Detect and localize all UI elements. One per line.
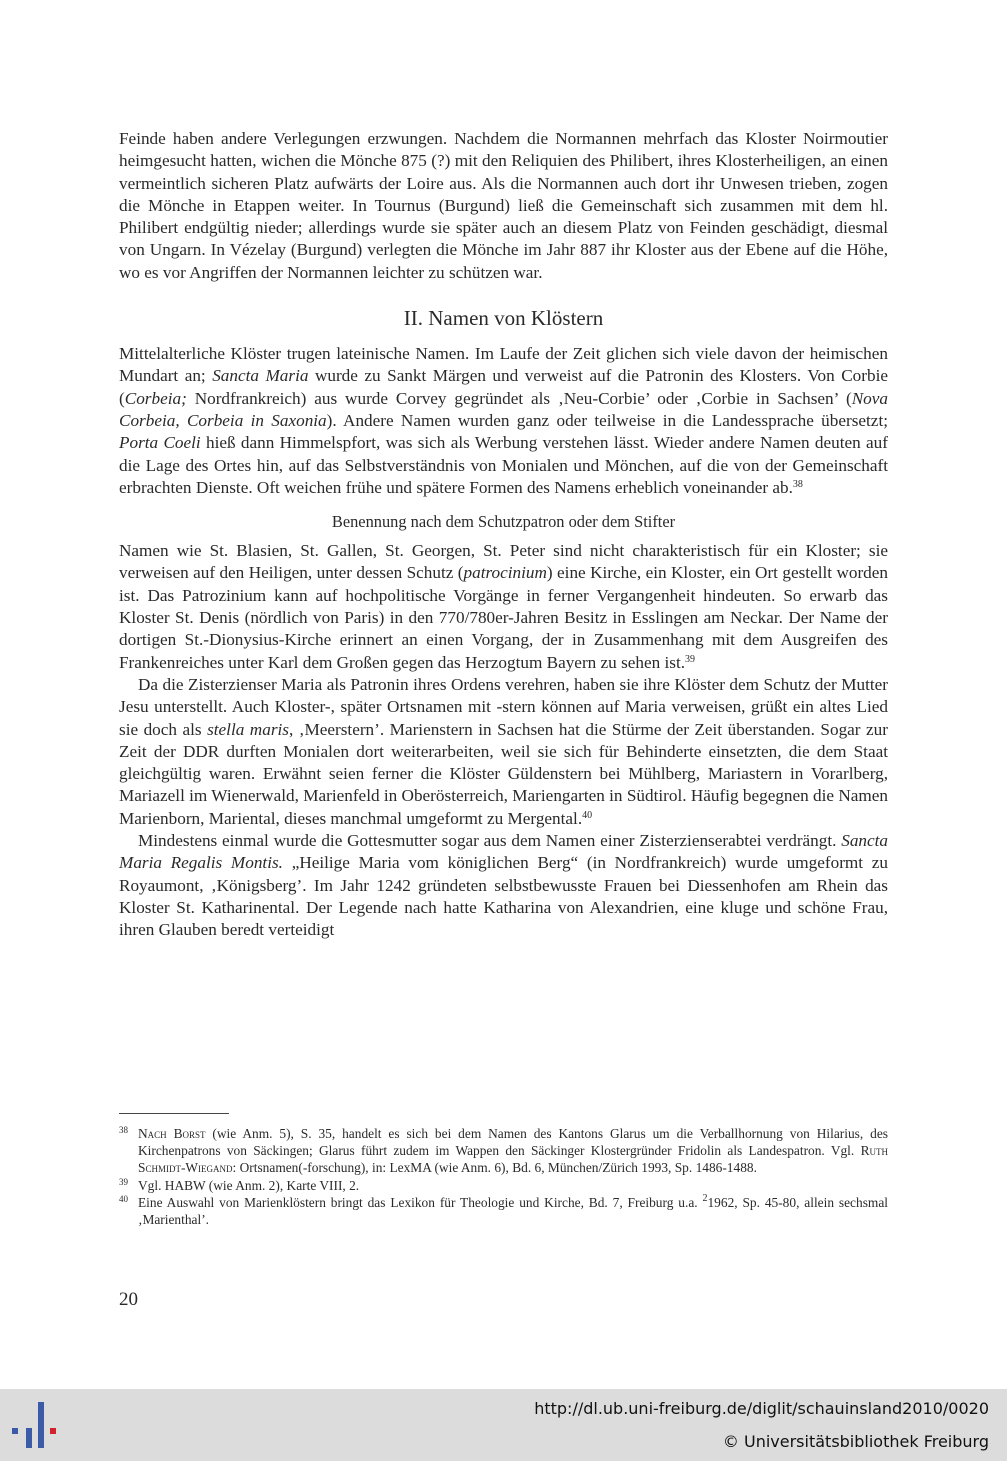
library-logo-icon xyxy=(4,1398,64,1454)
italic-text: Corbeia; xyxy=(124,388,187,408)
footnote-39 xyxy=(119,1177,888,1194)
paragraph-3 xyxy=(119,540,888,674)
footnote-number: 38 xyxy=(119,1125,128,1135)
footnote-text xyxy=(138,1194,888,1228)
text-run: Eine Auswahl von Marienklöstern bringt das Lexikon für Theologie und Kirche, Bd. 7, Freiburg u.a. xyxy=(138,1194,703,1210)
author-name: Nach Borst xyxy=(138,1126,206,1141)
footnote-ref: 39 xyxy=(685,653,696,665)
footnote-ref: 40 xyxy=(582,809,593,821)
italic-text: stella maris xyxy=(207,719,289,739)
text-run: ). Andere Namen wurden ganz oder teilweise in die Landessprache übersetzt; xyxy=(326,410,888,430)
italic-text: patrocinium xyxy=(463,563,547,583)
paragraph-5 xyxy=(119,830,888,941)
text-run: Vgl. HABW (wie Anm. 2), Karte VIII, 2. xyxy=(138,1177,360,1193)
footnote-divider xyxy=(119,1113,229,1114)
text-run: Feinde haben andere Verlegungen erzwungen. Nachdem die Normannen mehrfach das Kloster Noirmoutier heimgesucht hatten, wichen die Mönche 875 (?) mit den Reliquien des Philibert, ihres Klosterheiligen, an einen vermeintlich sicheren Platz aufwärts der Loire aus. Als die Normannen auch dort ihr Unwesen trieben, zogen die Mönche in Etappen weiter. In Tournus (Burgund) ließ die Gemeinschaft sich zusammen mit dem hl. Philibert endgültig nieder; allerdings wurde sie später auch an diesem Platz von Feinden geschädigt, diesmal von Ungarn. In Vézelay (Burgund) verlegten die Mönche im Jahr 887 ihr Kloster aus der Ebene auf die Höhe, wo es vor Angriffen der Normannen leichter zu schützen war. xyxy=(119,129,888,282)
permalink-url[interactable]: http://dl.ub.uni-freiburg.de/diglit/schauinsland2010/0020 xyxy=(534,1399,989,1418)
page-body xyxy=(119,128,888,942)
copyright-notice: © Universitätsbibliothek Freiburg xyxy=(722,1432,989,1451)
text-run: „Heilige Maria vom königlichen Berg“ (in Nordfrankreich) wurde umgeformt zu Royaumont, ‚Königsberg’. Im Jahr 1242 gründeten selbstbewusste Frauen bei Diessenhofen am Rhein das Kloster St. Katharinental. Der Legende nach hatte Katharina von Alexandrien, eine kluge und schöne Frau, ihren Glauben beredt verteidigt xyxy=(119,853,888,940)
section-heading: II. Namen von Klöstern xyxy=(403,306,604,331)
paragraph-2 xyxy=(119,343,888,499)
text-run: Mindestens einmal wurde die Gottesmutter sogar aus dem Namen einer Zisterzienserabtei verdrängt. xyxy=(138,831,842,851)
author-name: Ruth Schmidt-Wiegand xyxy=(138,1143,888,1176)
text-run: wurde zu Sankt Märgen und verweist auf die Patronin des Klosters. Von Corbie ( xyxy=(119,366,888,408)
text-run: (wie Anm. 5), S. 35, handelt es sich bei dem Namen des Kantons Glarus um die Verballhornung von Hilarius, des Kirchenpatrons von Säckingen; Glarus führt zudem im Wappen den Säckinger Klostergründer Fridolin als Landespatron. Vgl. xyxy=(138,1126,888,1159)
text-run: Da die Zisterzienser Maria als Patronin ihres Ordens verehren, haben sie ihre Klöster dem Schutz der Mutter Jesu unterstellt. Auch Kloster-, später Ortsnamen mit -stern können auf Maria verweisen, grüßt ein altes Lied sie doch als xyxy=(119,674,888,739)
footnote-40 xyxy=(119,1194,888,1228)
text-run: Namen wie St. Blasien, St. Gallen, St. Georgen, St. Peter sind nicht charakteristisch für ein Kloster; sie verweisen auf den Heiligen, unter dessen Schutz ( xyxy=(119,541,888,583)
footnote-ref: 2 xyxy=(702,1192,708,1204)
text-run: 1962, Sp. 45-80, allein sechsmal ‚Marienthal’. xyxy=(138,1194,888,1228)
footnote-38 xyxy=(119,1125,888,1177)
subsection-heading: Benennung nach dem Schutzpatron oder dem Stifter xyxy=(331,512,676,532)
text-run: ) eine Kirche, ein Kloster, ein Ort gestellt worden ist. Das Patrozinium kann auf hochpolitische Vorgänge in ferner Vergangenheit hindeuten. So erwarb das Kloster St. Denis (nördlich von Paris) in den 770/780er-Jahren Besitz in Esslingen am Neckar. Der Name der dortigen St.-Dionysius-Kirche erinnert an einen Vorgang, der in Zusammenhang mit dem Ausgreifen des Frankenreiches unter Karl dem Großen gegen das Herzogtum Bayern zu sehen ist. xyxy=(119,563,888,672)
italic-text: Sancta Maria Regalis Montis. xyxy=(119,831,888,873)
text-run: , ‚Meerstern’. Marienstern in Sachsen hat die Stürme der Zeit überstanden. Sogar zur Zeit der DDR durften Monialen dort weiterarbeiten, weil sie sich für Behinderte einsetzten, die dem Staat gleichgültig waren. Erwähnt seien ferner die Klöster Güldenstern bei Mühlberg, Mariastern in Vorarlberg, Mariazell im Wienerwald, Marienfeld in Oberösterreich, Mariengarten in Südtirol. Häufig begegnen die Namen Marienborn, Mariental, dieses manchmal umgeformt zu Mergental. xyxy=(119,719,888,828)
text-run: Mittelalterliche Klöster trugen lateinische Namen. Im Laufe der Zeit glichen sich viele davon der heimischen Mundart an; xyxy=(119,344,888,386)
footnote-number: 40 xyxy=(119,1193,128,1204)
paragraph-4 xyxy=(119,674,888,830)
italic-text: Sancta Maria xyxy=(212,366,309,386)
text-run: : Ortsnamen(-forschung), in: LexMA (wie Anm. 6), Bd. 6, München/Zürich 1993, Sp. 1486-1488. xyxy=(232,1160,757,1176)
text-run: hieß dann Himmelspfort, was sich als Werbung verstehen lässt. Wieder andere Namen deuten auf die Lage des Ortes hin, auf das Selbstverständnis von Monialen und Mönchen, auf die von der Gemeinschaft erbrachten Dienste. Oft weichen frühe und spätere Formen des Namens erheblich voneinander ab. xyxy=(119,433,889,497)
footnote-number: 39 xyxy=(119,1176,128,1187)
footnote-text xyxy=(138,1177,888,1194)
footnote-text xyxy=(138,1125,888,1177)
page-number: 20 xyxy=(119,1289,138,1310)
text-run: Nordfrankreich) aus wurde Corvey gegründet als ‚Neu-Corbie’ oder ‚Corbie in Sachsen’ ( xyxy=(186,388,852,408)
footnote-ref: 38 xyxy=(792,478,803,490)
italic-text: Porta Coeli xyxy=(119,433,201,453)
paragraph-1 xyxy=(119,128,888,284)
footnotes xyxy=(119,1125,888,1228)
italic-text: Nova Corbeia, Corbeia in Saxonia xyxy=(119,388,888,430)
